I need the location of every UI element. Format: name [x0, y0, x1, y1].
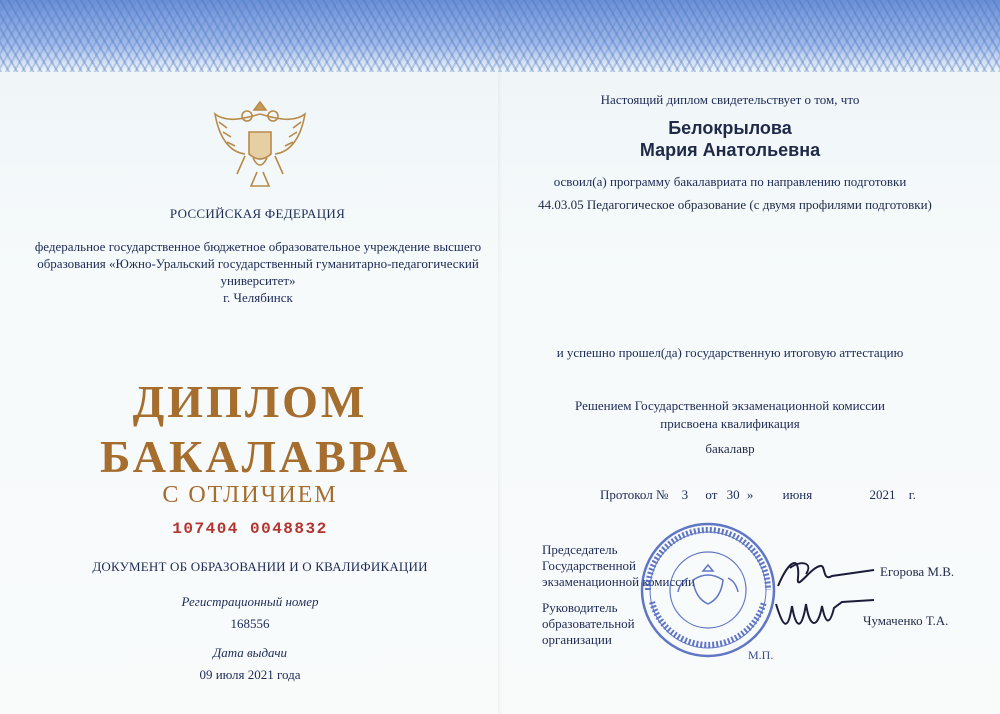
decision-line: присвоена квалификация: [660, 416, 800, 431]
seal-mark: М.П.: [748, 648, 774, 662]
qualification: бакалавр: [705, 441, 755, 456]
graduate-surname: Белокрылова: [668, 118, 792, 138]
page-spine: [498, 0, 502, 714]
decision-line: Решением Государственной экзаменационной комиссии: [575, 398, 885, 413]
protocol-line: [600, 487, 916, 503]
guilloche-border: [500, 0, 1000, 72]
institution-city: г. Челябинск: [223, 290, 293, 305]
diploma-title: ДИПЛОМ: [132, 376, 368, 427]
diploma-degree: БАКАЛАВРА: [100, 431, 411, 482]
institution-line: образования «Южно-Уральский государственный гуманитарно-педагогический: [37, 256, 479, 271]
guilloche-border: [0, 0, 500, 72]
institution-line: университет»: [220, 273, 296, 288]
head-label-line: Руководитель образовательной: [542, 600, 635, 631]
official-seal-icon: [638, 520, 778, 660]
chair-label-line: Государственной: [542, 558, 637, 573]
program-statement: освоил(а) программу бакалавриата по направлению подготовки: [553, 174, 907, 189]
issue-date-label: Дата выдачи: [212, 645, 288, 660]
protocol-from: от: [705, 487, 718, 502]
protocol-day: 30: [726, 487, 740, 502]
attestation-statement: и успешно прошел(да) государственную итоговую аттестацию: [556, 345, 904, 360]
protocol-month: июня: [782, 487, 813, 502]
protocol-year: 2021: [869, 487, 896, 502]
protocol-quote: »: [746, 487, 754, 502]
chair-label-line: экзаменационной комиссии: [542, 574, 695, 589]
protocol-number: 3: [681, 487, 689, 502]
protocol-year-suffix: г.: [908, 487, 916, 502]
document-type: ДОКУМЕНТ ОБ ОБРАЗОВАНИИ И О КВАЛИФИКАЦИИ: [92, 559, 428, 574]
coat-of-arms-icon: [205, 92, 315, 202]
chair-label-line: Председатель: [542, 542, 618, 557]
head-label-line: организации: [542, 632, 612, 647]
protocol-label: Протокол №: [600, 487, 669, 502]
diploma-honors: С ОТЛИЧИЕМ: [162, 482, 338, 508]
issue-date: 09 июля 2021 года: [199, 667, 301, 682]
institution-line: федеральное государственное бюджетное образовательное учреждение высшего: [34, 239, 482, 254]
graduate-given-names: Мария Анатольевна: [639, 140, 821, 160]
certification-intro: Настоящий диплом свидетельствует о том, что: [600, 92, 860, 107]
country-label: РОССИЙСКАЯ ФЕДЕРАЦИЯ: [169, 206, 346, 221]
specialty: 44.03.05 Педагогическое образование (с двумя профилями подготовки): [538, 197, 932, 212]
registration-number: 168556: [230, 616, 270, 631]
serial-number: 107404 0048832: [172, 520, 328, 538]
institution-name: [18, 238, 498, 306]
chair-name: Егорова М.В.: [880, 564, 955, 579]
registration-label: Регистрационный номер: [181, 594, 319, 609]
head-name: Чумаченко Т.А.: [863, 613, 949, 628]
